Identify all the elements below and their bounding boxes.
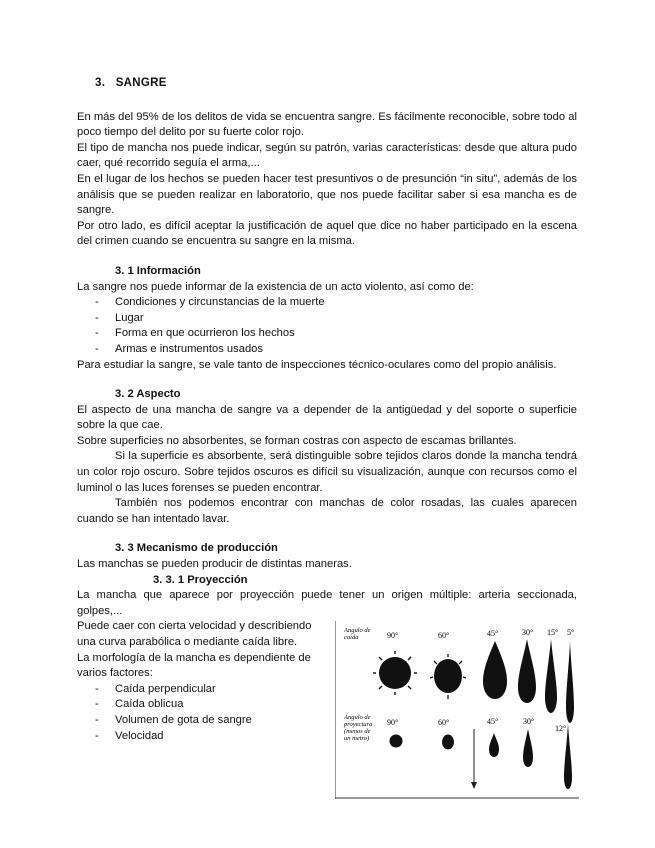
info-list <box>77 295 577 357</box>
heading-mecanismo: 3. 3 Mecanismo de producción <box>115 542 278 555</box>
proyeccion-paragraph: La morfología de la mancha es dependiente de varios factores: <box>77 651 311 680</box>
aspecto-paragraph: Sobre superficies no absorbentes, se forman costras con aspecto de escamas brillantes. <box>77 434 517 447</box>
angle-label: 12° <box>555 724 567 734</box>
angle-label: 90° <box>387 718 399 728</box>
intro-paragraph: Por otro lado, es difícil aceptar la justificación de aquel que dice no haber participado en la escena del crimen cuando se encuentra su sangre en la misma. <box>77 219 577 248</box>
heading-aspecto: 3. 2 Aspecto <box>115 388 181 401</box>
list-item: - Caída perpendicular <box>95 682 329 698</box>
intro-paragraph: En el lugar de los hechos se pueden hacer test presuntivos o de presunción “in situ”, además de los análisis que se pueden realizar en laboratorio, que nos puede facilitar saber si esa mancha es de sangre. <box>77 172 577 217</box>
aspecto-paragraph: Si la superficie es absorbente, será distinguible sobre tejidos claros donde la mancha tendrá un color rojo oscuro. Sobre tejidos oscuros es difícil su visualización, aunque con recursos como el luminol o las luces forenses se pueden encontrar. <box>77 450 577 494</box>
proyeccion-paragraph: La mancha que aparece por proyección puede tener un origen múltiple: arteria seccionada, golpes,... <box>77 589 577 617</box>
list-item: - Condiciones y circunstancias de la muerte <box>95 295 577 311</box>
proyeccion-text <box>77 619 329 744</box>
drop-90 <box>373 651 417 695</box>
row1-label-line2: caída <box>344 634 359 642</box>
small-drop-90 <box>390 735 403 748</box>
angle-label: 30° <box>522 628 534 638</box>
row2-label-line3: (menos de <box>344 728 371 736</box>
aspecto-paragraph: También nos podemos encontrar con manchas de color rosadas, las cuales aparecen cuando se han intentado lavar. <box>77 497 577 525</box>
list-item: - Velocidad <box>95 729 329 745</box>
angle-label: 5° <box>567 628 575 638</box>
angle-label: 45° <box>487 717 499 727</box>
list-item: - Armas e instrumentos usados <box>95 342 577 358</box>
list-item: - Forma en que ocurrieron los hechos <box>95 326 577 342</box>
row2-label-line4: un metro) <box>344 735 370 743</box>
heading-informacion: 3. 1 Información <box>115 264 201 277</box>
blood-drop-illustration <box>335 621 579 799</box>
list-item: - Caída oblicua <box>95 697 329 713</box>
angle-label: 30° <box>523 717 535 727</box>
row2-label-line1: Ángulo de <box>344 714 371 722</box>
list-item: - Lugar <box>95 311 577 327</box>
mecanismo-lead: Las manchas se pueden producir de distintas maneras. <box>77 558 352 571</box>
row1-label-line1: Angulo de <box>344 627 371 635</box>
proyeccion-paragraph: Puede caer con cierta velocidad y describiendo una curva parabólica o mediante caída libre. <box>77 620 312 648</box>
angle-label: 15° <box>547 628 559 638</box>
proyeccion-columns <box>77 619 577 819</box>
info-closing: Para estudiar la sangre, se vale tanto de inspecciones técnico-oculares como del propio análisis. <box>77 358 557 371</box>
row2-label-line2: proyectura <box>344 721 373 729</box>
heading-proyeccion: 3. 3. 1 Proyección <box>153 573 248 586</box>
intro-paragraph: El tipo de mancha nos puede indicar, según su patrón, varias características: desde que altura pudo caer, qué recorrido seguía el arma,... <box>77 141 577 170</box>
factors-list <box>77 682 329 744</box>
small-drop-60 <box>442 735 454 750</box>
intro-paragraph: En más del 95% de los delitos de vida se encuentra sangre. Es fácilmente reconocible, sobre todo al poco tiempo del delito por su fuerte color rojo. <box>77 110 577 139</box>
angle-label: 60° <box>438 631 450 641</box>
document-page <box>77 70 577 819</box>
list-item: - Volumen de gota de sangre <box>95 713 329 729</box>
blood-drop-angle-figure <box>335 621 579 799</box>
aspecto-paragraph: El aspecto de una mancha de sangre va a depender de la antigüedad y del soporte o superficie sobre la que cae. <box>77 403 577 432</box>
info-lead: La sangre nos puede informar de la existencia de un acto violento, así como de: <box>77 280 474 293</box>
angle-label: 60° <box>438 718 450 728</box>
section-title: 3. SANGRE <box>95 77 167 89</box>
angle-label: 90° <box>387 631 399 641</box>
angle-label: 45° <box>487 629 499 639</box>
